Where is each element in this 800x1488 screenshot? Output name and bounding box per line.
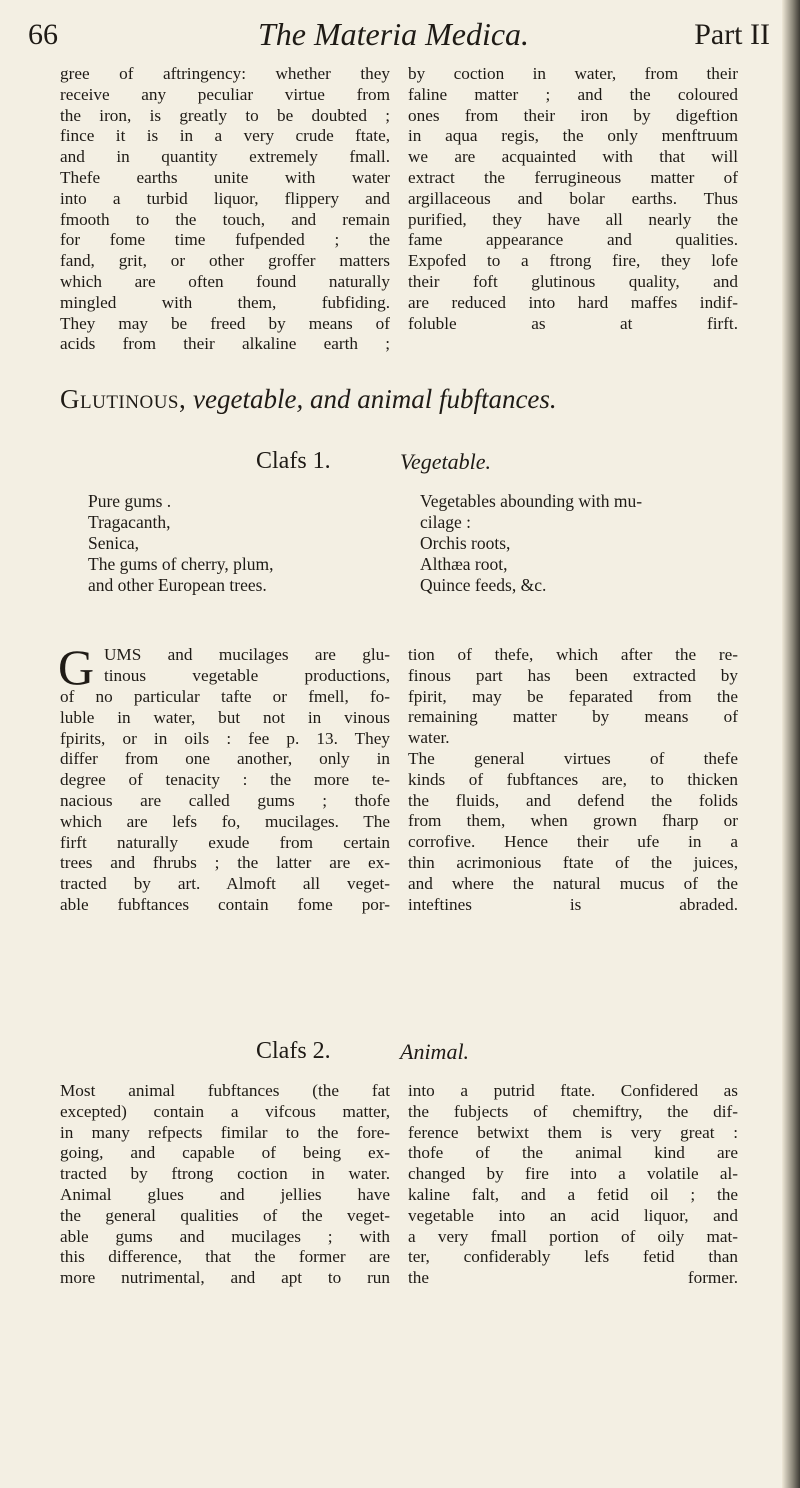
text-line: by coction in water, from their — [408, 64, 738, 83]
text-line: ference betwixt them is very great : — [408, 1122, 738, 1142]
text-line: finous part has been extracted by — [408, 665, 738, 685]
text-line: ter, confiderably lefs fetid than — [408, 1247, 738, 1267]
text-line: kinds of fubftances are, to thicken — [408, 769, 738, 789]
text-line: and in quantity extremely fmall. — [60, 147, 390, 167]
text-line: vegetable into an acid liquor, and — [408, 1205, 738, 1225]
text-line: tinous vegetable productions, — [104, 665, 390, 685]
text-line: their foft glutinous quality, and — [408, 271, 738, 291]
text-line: degree of tenacity : the more te- — [60, 770, 390, 790]
class-1-left-column — [60, 687, 390, 916]
top-right-column — [408, 64, 738, 334]
section-heading — [60, 384, 760, 415]
part-label: Part II — [694, 18, 770, 51]
text-line: and where the natural mucus of the — [408, 873, 738, 893]
class-1-right-column — [408, 645, 738, 915]
section-heading-main: Glutinous, — [60, 384, 187, 414]
text-line: we are acquainted with that will — [408, 147, 738, 167]
class-2-label: Clafs 2. — [256, 1038, 331, 1064]
text-line: Senica, — [88, 533, 140, 553]
section-heading-sub: vegetable, and animal fubftances. — [193, 384, 557, 414]
text-line: nacious are called gums ; thofe — [60, 790, 390, 810]
drop-cap: G — [58, 639, 95, 695]
text-line: corrofive. Hence their ufe in a — [408, 832, 738, 852]
text-line: fpirits, or in oils : fee p. 13. They — [60, 728, 390, 748]
text-line: the fluids, and defend the folids — [408, 790, 738, 810]
text-line: more nutrimental, and apt to run — [60, 1268, 390, 1288]
text-line: fame appearance and qualities. — [408, 230, 738, 250]
text-line: faline matter ; and the coloured — [408, 84, 738, 104]
class-2-kind: Animal. — [400, 1039, 470, 1064]
text-line: from them, when grown fharp or — [408, 811, 738, 831]
text-line: Thefe earths unite with water — [60, 167, 390, 187]
text-line: water. — [408, 728, 450, 748]
class-1-first-lines — [104, 645, 390, 687]
text-line: foluble as at firft. — [408, 313, 738, 333]
class-1-kind: Vegetable. — [400, 449, 492, 474]
text-line: inteftines is abraded. — [408, 894, 738, 914]
page-edge-shadow — [782, 0, 800, 1488]
text-line: which are lefs fo, mucilages. The — [60, 811, 390, 831]
text-line: the iron, is greatly to be doubted ; — [60, 105, 390, 125]
text-line: ones from their iron by digeftion — [408, 105, 738, 125]
text-line: luble in water, but not in vinous — [60, 707, 390, 727]
text-line: remaining matter by means of — [408, 707, 738, 727]
text-line: into a turbid liquor, flippery and — [60, 188, 390, 208]
text-line: the former. — [408, 1268, 738, 1288]
page-number: 66 — [28, 18, 58, 51]
text-line: Quince feeds, &c. — [420, 575, 547, 595]
text-line: excepted) contain a vifcous matter, — [60, 1101, 390, 1121]
text-line: differ from one another, only in — [60, 749, 390, 769]
text-line: going, and capable of being ex- — [60, 1143, 390, 1163]
text-line: thofe of the animal kind are — [408, 1143, 738, 1163]
text-line: Expofed to a ftrong fire, they lofe — [408, 251, 738, 271]
text-line: thin acrimonious ftate of the juices, — [408, 852, 738, 872]
class-2-left-column — [60, 1081, 390, 1289]
text-line: Althæa root, — [420, 554, 508, 574]
class-1-gum-list — [88, 491, 274, 596]
text-line: which are often found naturally — [60, 271, 390, 291]
text-line: tracted by art. Almoft all veget- — [60, 874, 390, 894]
text-line: in many refpects fimilar to the fore- — [60, 1122, 390, 1142]
text-line: Vegetables abounding with mu- — [420, 491, 643, 511]
text-line: into a putrid ftate. Confidered as — [408, 1081, 738, 1100]
text-line: able fubftances contain fome por- — [60, 894, 390, 914]
text-line: in aqua regis, the only menftruum — [408, 126, 738, 146]
text-line: trees and fhrubs ; the latter are ex- — [60, 853, 390, 873]
class-1-label: Clafs 1. — [256, 448, 331, 474]
text-line: Pure gums . — [88, 491, 172, 511]
text-line: Tragacanth, — [88, 512, 171, 532]
text-line: Most animal fubftances (the fat — [60, 1081, 390, 1100]
text-line: UMS and mucilages are glu- — [104, 645, 390, 664]
text-line: Orchis roots, — [420, 533, 511, 553]
class-1-vegetable-list — [420, 491, 642, 596]
text-line: and other European trees. — [88, 575, 267, 595]
text-line: receive any peculiar virtue from — [60, 84, 390, 104]
text-line: changed by fire into a volatile al- — [408, 1164, 738, 1184]
text-line: able gums and mucilages ; with — [60, 1226, 390, 1246]
text-line: gree of aftringency: whether they — [60, 64, 390, 83]
text-line: the general qualities of the veget- — [60, 1205, 390, 1225]
text-line: a very fmall portion of oily mat- — [408, 1226, 738, 1246]
text-line: extract the ferrugineous matter of — [408, 167, 738, 187]
text-line: the fubjects of chemiftry, the dif- — [408, 1101, 738, 1121]
text-line: acids from their alkaline earth ; — [60, 334, 390, 354]
top-left-column — [60, 64, 390, 355]
text-line: firft naturally exude from certain — [60, 832, 390, 852]
text-line: tion of thefe, which after the re- — [408, 645, 738, 664]
text-line: are reduced into hard maffes indif- — [408, 292, 738, 312]
text-line: purified, they have all nearly the — [408, 209, 738, 229]
text-line: The gums of cherry, plum, — [88, 554, 274, 574]
text-line: of no particular tafte or fmell, fo- — [60, 687, 390, 706]
text-line: fpirit, may be feparated from the — [408, 686, 738, 706]
text-line: for fome time fufpended ; the — [60, 230, 390, 250]
running-title: The Materia Medica. — [258, 16, 530, 52]
text-line: mingled with them, fubfiding. — [60, 292, 390, 312]
class-2-right-column — [408, 1081, 738, 1289]
running-header — [28, 14, 770, 60]
text-line: argillaceous and bolar earths. Thus — [408, 188, 738, 208]
text-line: cilage : — [420, 512, 472, 532]
text-line: tracted by ftrong coction in water. — [60, 1164, 390, 1184]
text-line: fince it is in a very crude ftate, — [60, 126, 390, 146]
text-line: fmooth to the touch, and remain — [60, 209, 390, 229]
text-line: Animal glues and jellies have — [60, 1184, 390, 1204]
text-line: The general virtues of thefe — [408, 748, 738, 768]
text-line: kaline falt, and a fetid oil ; the — [408, 1184, 738, 1204]
text-line: They may be freed by means of — [60, 313, 390, 333]
text-line: this difference, that the former are — [60, 1247, 390, 1267]
text-line: fand, grit, or other groffer matters — [60, 251, 390, 271]
